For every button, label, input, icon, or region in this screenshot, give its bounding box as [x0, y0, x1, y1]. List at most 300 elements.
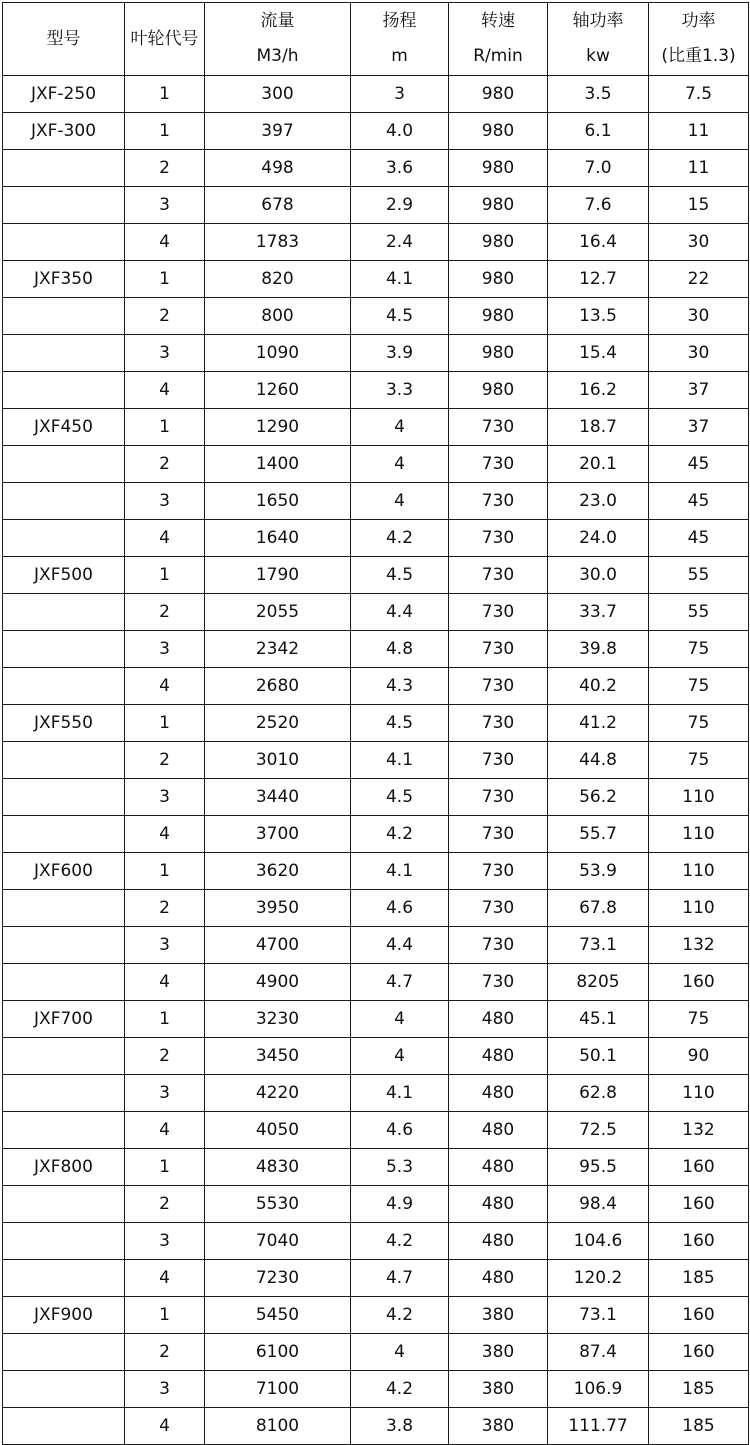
shaft-power-cell: 13.5: [548, 298, 649, 335]
shaft-power-cell: 56.2: [548, 779, 649, 816]
impeller-cell: 1: [125, 113, 205, 150]
shaft-power-cell: 111.77: [548, 1408, 649, 1445]
impeller-cell: 3: [125, 335, 205, 372]
head-cell: 4.9: [351, 1186, 449, 1223]
model-cell: JXF700: [3, 1001, 125, 1038]
shaft-power-cell: 55.7: [548, 816, 649, 853]
shaft-power-cell: 39.8: [548, 631, 649, 668]
shaft-power-cell: 33.7: [548, 594, 649, 631]
head-cell: 4.7: [351, 1260, 449, 1297]
table-row: [3, 927, 749, 964]
speed-cell: 380: [449, 1334, 548, 1371]
shaft-power-cell: 120.2: [548, 1260, 649, 1297]
power-cell: 185: [649, 1408, 749, 1445]
model-cell: JXF800: [3, 1149, 125, 1186]
speed-cell: 380: [449, 1371, 548, 1408]
model-cell: [3, 483, 125, 520]
header-flow-line: M3/h: [256, 46, 299, 66]
impeller-cell: 1: [125, 853, 205, 890]
model-cell: [3, 816, 125, 853]
speed-cell: 730: [449, 631, 548, 668]
model-cell: [3, 1112, 125, 1149]
flow-cell: 678: [205, 187, 351, 224]
model-cell: [3, 594, 125, 631]
head-cell: 4.4: [351, 927, 449, 964]
shaft-power-cell: 30.0: [548, 557, 649, 594]
power-cell: 110: [649, 816, 749, 853]
flow-cell: 300: [205, 76, 351, 113]
header-shaft-power: [548, 3, 649, 76]
flow-cell: 1650: [205, 483, 351, 520]
speed-cell: 730: [449, 520, 548, 557]
speed-cell: 730: [449, 668, 548, 705]
shaft-power-cell: 106.9: [548, 1371, 649, 1408]
power-cell: 75: [649, 705, 749, 742]
shaft-power-cell: 62.8: [548, 1075, 649, 1112]
head-cell: 4: [351, 446, 449, 483]
power-cell: 110: [649, 890, 749, 927]
impeller-cell: 1: [125, 76, 205, 113]
model-cell: [3, 1334, 125, 1371]
model-cell: [3, 1075, 125, 1112]
table-row: [3, 1149, 749, 1186]
flow-cell: 3440: [205, 779, 351, 816]
power-cell: 160: [649, 1186, 749, 1223]
speed-cell: 980: [449, 150, 548, 187]
shaft-power-cell: 41.2: [548, 705, 649, 742]
flow-cell: 1090: [205, 335, 351, 372]
power-cell: 45: [649, 520, 749, 557]
shaft-power-cell: 15.4: [548, 335, 649, 372]
speed-cell: 480: [449, 1223, 548, 1260]
shaft-power-cell: 45.1: [548, 1001, 649, 1038]
flow-cell: 4900: [205, 964, 351, 1001]
shaft-power-cell: 95.5: [548, 1149, 649, 1186]
power-cell: 160: [649, 1223, 749, 1260]
model-cell: JXF350: [3, 261, 125, 298]
impeller-cell: 2: [125, 150, 205, 187]
flow-cell: 2342: [205, 631, 351, 668]
power-cell: 75: [649, 631, 749, 668]
head-cell: 4: [351, 1001, 449, 1038]
power-cell: 22: [649, 261, 749, 298]
speed-cell: 480: [449, 1112, 548, 1149]
speed-cell: 480: [449, 1149, 548, 1186]
impeller-cell: 4: [125, 668, 205, 705]
header-head: [351, 3, 449, 76]
table-row: [3, 224, 749, 261]
speed-cell: 980: [449, 76, 548, 113]
impeller-cell: 4: [125, 520, 205, 557]
model-cell: [3, 742, 125, 779]
head-cell: 4: [351, 1038, 449, 1075]
speed-cell: 980: [449, 335, 548, 372]
shaft-power-cell: 44.8: [548, 742, 649, 779]
impeller-cell: 3: [125, 187, 205, 224]
shaft-power-cell: 7.6: [548, 187, 649, 224]
power-cell: 11: [649, 150, 749, 187]
impeller-cell: 2: [125, 298, 205, 335]
table-row: [3, 76, 749, 113]
power-cell: 132: [649, 927, 749, 964]
head-cell: 4.6: [351, 890, 449, 927]
table-row: [3, 890, 749, 927]
speed-cell: 730: [449, 557, 548, 594]
power-cell: 37: [649, 409, 749, 446]
shaft-power-cell: 16.2: [548, 372, 649, 409]
head-cell: 4: [351, 483, 449, 520]
flow-cell: 3010: [205, 742, 351, 779]
impeller-cell: 2: [125, 446, 205, 483]
flow-cell: 6100: [205, 1334, 351, 1371]
flow-cell: 1400: [205, 446, 351, 483]
table-row: [3, 853, 749, 890]
impeller-cell: 4: [125, 1112, 205, 1149]
impeller-cell: 1: [125, 261, 205, 298]
power-cell: 75: [649, 742, 749, 779]
head-cell: 4.5: [351, 298, 449, 335]
header-speed: [449, 3, 548, 76]
shaft-power-cell: 67.8: [548, 890, 649, 927]
power-cell: 90: [649, 1038, 749, 1075]
header-impeller-line: 叶轮代号: [130, 28, 199, 49]
flow-cell: 2520: [205, 705, 351, 742]
header-power-line: 功率: [681, 11, 716, 31]
impeller-cell: 1: [125, 1149, 205, 1186]
flow-cell: 7230: [205, 1260, 351, 1297]
model-cell: [3, 668, 125, 705]
impeller-cell: 3: [125, 1223, 205, 1260]
model-cell: [3, 779, 125, 816]
table-row: [3, 520, 749, 557]
speed-cell: 730: [449, 742, 548, 779]
flow-cell: 498: [205, 150, 351, 187]
table-row: [3, 705, 749, 742]
model-cell: [3, 1260, 125, 1297]
speed-cell: 730: [449, 705, 548, 742]
power-cell: 30: [649, 298, 749, 335]
table-row: [3, 964, 749, 1001]
speed-cell: 980: [449, 261, 548, 298]
flow-cell: 1640: [205, 520, 351, 557]
impeller-cell: 1: [125, 1001, 205, 1038]
impeller-cell: 1: [125, 1297, 205, 1334]
model-cell: [3, 372, 125, 409]
model-cell: [3, 520, 125, 557]
model-cell: [3, 1371, 125, 1408]
model-cell: JXF900: [3, 1297, 125, 1334]
head-cell: 4.2: [351, 1223, 449, 1260]
power-cell: 132: [649, 1112, 749, 1149]
head-cell: 4.0: [351, 113, 449, 150]
flow-cell: 8100: [205, 1408, 351, 1445]
speed-cell: 980: [449, 372, 548, 409]
head-cell: 4.2: [351, 816, 449, 853]
impeller-cell: 4: [125, 964, 205, 1001]
table-row: [3, 1038, 749, 1075]
impeller-cell: 1: [125, 705, 205, 742]
speed-cell: 730: [449, 927, 548, 964]
power-cell: 110: [649, 1075, 749, 1112]
header-shaft-power-line: 轴功率: [572, 11, 624, 31]
shaft-power-cell: 7.0: [548, 150, 649, 187]
model-cell: JXF600: [3, 853, 125, 890]
impeller-cell: 2: [125, 890, 205, 927]
table-row: [3, 742, 749, 779]
table-row: [3, 113, 749, 150]
model-cell: JXF450: [3, 409, 125, 446]
header-flow: [205, 3, 351, 76]
head-cell: 4: [351, 1334, 449, 1371]
table-row: [3, 1186, 749, 1223]
power-cell: 75: [649, 1001, 749, 1038]
power-cell: 160: [649, 1334, 749, 1371]
speed-cell: 730: [449, 409, 548, 446]
model-cell: [3, 1223, 125, 1260]
shaft-power-cell: 23.0: [548, 483, 649, 520]
table-row: [3, 668, 749, 705]
power-cell: 55: [649, 557, 749, 594]
model-cell: [3, 1186, 125, 1223]
shaft-power-cell: 50.1: [548, 1038, 649, 1075]
power-cell: 110: [649, 853, 749, 890]
speed-cell: 380: [449, 1408, 548, 1445]
table-row: [3, 298, 749, 335]
header-model-line: 型号: [46, 28, 81, 49]
flow-cell: 4700: [205, 927, 351, 964]
flow-cell: 3950: [205, 890, 351, 927]
head-cell: 4.2: [351, 1297, 449, 1334]
table-row: [3, 631, 749, 668]
flow-cell: 397: [205, 113, 351, 150]
speed-cell: 480: [449, 1075, 548, 1112]
flow-cell: 2680: [205, 668, 351, 705]
model-cell: [3, 1038, 125, 1075]
impeller-cell: 4: [125, 372, 205, 409]
power-cell: 45: [649, 483, 749, 520]
model-cell: [3, 335, 125, 372]
table-row: [3, 1371, 749, 1408]
head-cell: 4.5: [351, 557, 449, 594]
header-speed-line: R/min: [473, 46, 523, 66]
impeller-cell: 3: [125, 631, 205, 668]
shaft-power-cell: 6.1: [548, 113, 649, 150]
power-cell: 30: [649, 335, 749, 372]
shaft-power-cell: 12.7: [548, 261, 649, 298]
speed-cell: 380: [449, 1297, 548, 1334]
power-cell: 160: [649, 1297, 749, 1334]
model-cell: JXF500: [3, 557, 125, 594]
impeller-cell: 2: [125, 742, 205, 779]
header-shaft-power-line: kw: [586, 46, 610, 66]
head-cell: 4.5: [351, 779, 449, 816]
head-cell: 4.8: [351, 631, 449, 668]
head-cell: 4.1: [351, 261, 449, 298]
power-cell: 30: [649, 224, 749, 261]
shaft-power-cell: 18.7: [548, 409, 649, 446]
speed-cell: 480: [449, 1038, 548, 1075]
head-cell: 4.5: [351, 705, 449, 742]
table-row: [3, 150, 749, 187]
flow-cell: 5450: [205, 1297, 351, 1334]
power-cell: 110: [649, 779, 749, 816]
speed-cell: 980: [449, 113, 548, 150]
shaft-power-cell: 72.5: [548, 1112, 649, 1149]
table-row: [3, 816, 749, 853]
impeller-cell: 3: [125, 779, 205, 816]
model-cell: JXF-250: [3, 76, 125, 113]
speed-cell: 730: [449, 594, 548, 631]
speed-cell: 730: [449, 779, 548, 816]
head-cell: 4.7: [351, 964, 449, 1001]
flow-cell: 3700: [205, 816, 351, 853]
header-impeller: [125, 3, 205, 76]
flow-cell: 4220: [205, 1075, 351, 1112]
shaft-power-cell: 40.2: [548, 668, 649, 705]
speed-cell: 480: [449, 1260, 548, 1297]
shaft-power-cell: 73.1: [548, 1297, 649, 1334]
head-cell: 3.3: [351, 372, 449, 409]
header-power-line: (比重1.3): [661, 46, 736, 66]
flow-cell: 820: [205, 261, 351, 298]
head-cell: 5.3: [351, 1149, 449, 1186]
head-cell: 4.4: [351, 594, 449, 631]
power-cell: 55: [649, 594, 749, 631]
model-cell: [3, 187, 125, 224]
flow-cell: 800: [205, 298, 351, 335]
header-head-line: 扬程: [382, 11, 417, 31]
table-row: [3, 1112, 749, 1149]
table-row: [3, 779, 749, 816]
head-cell: 4.1: [351, 853, 449, 890]
speed-cell: 980: [449, 187, 548, 224]
flow-cell: 1260: [205, 372, 351, 409]
table-header: [3, 3, 749, 76]
flow-cell: 4830: [205, 1149, 351, 1186]
model-cell: [3, 150, 125, 187]
shaft-power-cell: 24.0: [548, 520, 649, 557]
header-row: [3, 3, 749, 76]
table-body: [3, 76, 749, 1445]
impeller-cell: 4: [125, 224, 205, 261]
impeller-cell: 1: [125, 557, 205, 594]
speed-cell: 480: [449, 1186, 548, 1223]
head-cell: 4.6: [351, 1112, 449, 1149]
header-head-line: m: [391, 46, 408, 66]
head-cell: 3.9: [351, 335, 449, 372]
power-cell: 75: [649, 668, 749, 705]
shaft-power-cell: 3.5: [548, 76, 649, 113]
table-row: [3, 1297, 749, 1334]
model-cell: [3, 224, 125, 261]
table-row: [3, 557, 749, 594]
shaft-power-cell: 98.4: [548, 1186, 649, 1223]
model-cell: [3, 298, 125, 335]
flow-cell: 1790: [205, 557, 351, 594]
speed-cell: 730: [449, 890, 548, 927]
shaft-power-cell: 73.1: [548, 927, 649, 964]
speed-cell: 730: [449, 816, 548, 853]
speed-cell: 730: [449, 964, 548, 1001]
power-cell: 7.5: [649, 76, 749, 113]
power-cell: 37: [649, 372, 749, 409]
model-cell: [3, 964, 125, 1001]
table-row: [3, 1223, 749, 1260]
table-row: [3, 335, 749, 372]
table-row: [3, 409, 749, 446]
header-power: [649, 3, 749, 76]
impeller-cell: 4: [125, 816, 205, 853]
table-row: [3, 1001, 749, 1038]
shaft-power-cell: 20.1: [548, 446, 649, 483]
speed-cell: 980: [449, 298, 548, 335]
flow-cell: 5530: [205, 1186, 351, 1223]
power-cell: 160: [649, 1149, 749, 1186]
table-row: [3, 446, 749, 483]
table-row: [3, 372, 749, 409]
model-cell: [3, 927, 125, 964]
impeller-cell: 3: [125, 1371, 205, 1408]
flow-cell: 3620: [205, 853, 351, 890]
power-cell: 45: [649, 446, 749, 483]
head-cell: 4.2: [351, 1371, 449, 1408]
table-row: [3, 187, 749, 224]
model-cell: [3, 446, 125, 483]
flow-cell: 7040: [205, 1223, 351, 1260]
head-cell: 4: [351, 409, 449, 446]
power-cell: 160: [649, 964, 749, 1001]
impeller-cell: 2: [125, 1038, 205, 1075]
table-row: [3, 483, 749, 520]
flow-cell: 7100: [205, 1371, 351, 1408]
head-cell: 2.9: [351, 187, 449, 224]
flow-cell: 1290: [205, 409, 351, 446]
pump-spec-table: [2, 2, 749, 1445]
speed-cell: 480: [449, 1001, 548, 1038]
head-cell: 4.2: [351, 520, 449, 557]
shaft-power-cell: 87.4: [548, 1334, 649, 1371]
head-cell: 3.8: [351, 1408, 449, 1445]
flow-cell: 2055: [205, 594, 351, 631]
power-cell: 11: [649, 113, 749, 150]
head-cell: 3: [351, 76, 449, 113]
power-cell: 185: [649, 1371, 749, 1408]
table-row: [3, 1260, 749, 1297]
speed-cell: 730: [449, 483, 548, 520]
shaft-power-cell: 16.4: [548, 224, 649, 261]
speed-cell: 730: [449, 446, 548, 483]
impeller-cell: 1: [125, 409, 205, 446]
flow-cell: 4050: [205, 1112, 351, 1149]
head-cell: 4.1: [351, 1075, 449, 1112]
power-cell: 185: [649, 1260, 749, 1297]
header-model: [3, 3, 125, 76]
speed-cell: 730: [449, 853, 548, 890]
head-cell: 4.3: [351, 668, 449, 705]
flow-cell: 3230: [205, 1001, 351, 1038]
head-cell: 4.1: [351, 742, 449, 779]
impeller-cell: 3: [125, 483, 205, 520]
impeller-cell: 2: [125, 1334, 205, 1371]
table-row: [3, 261, 749, 298]
speed-cell: 980: [449, 224, 548, 261]
flow-cell: 1783: [205, 224, 351, 261]
table-row: [3, 1075, 749, 1112]
model-cell: [3, 631, 125, 668]
impeller-cell: 4: [125, 1260, 205, 1297]
head-cell: 3.6: [351, 150, 449, 187]
head-cell: 2.4: [351, 224, 449, 261]
